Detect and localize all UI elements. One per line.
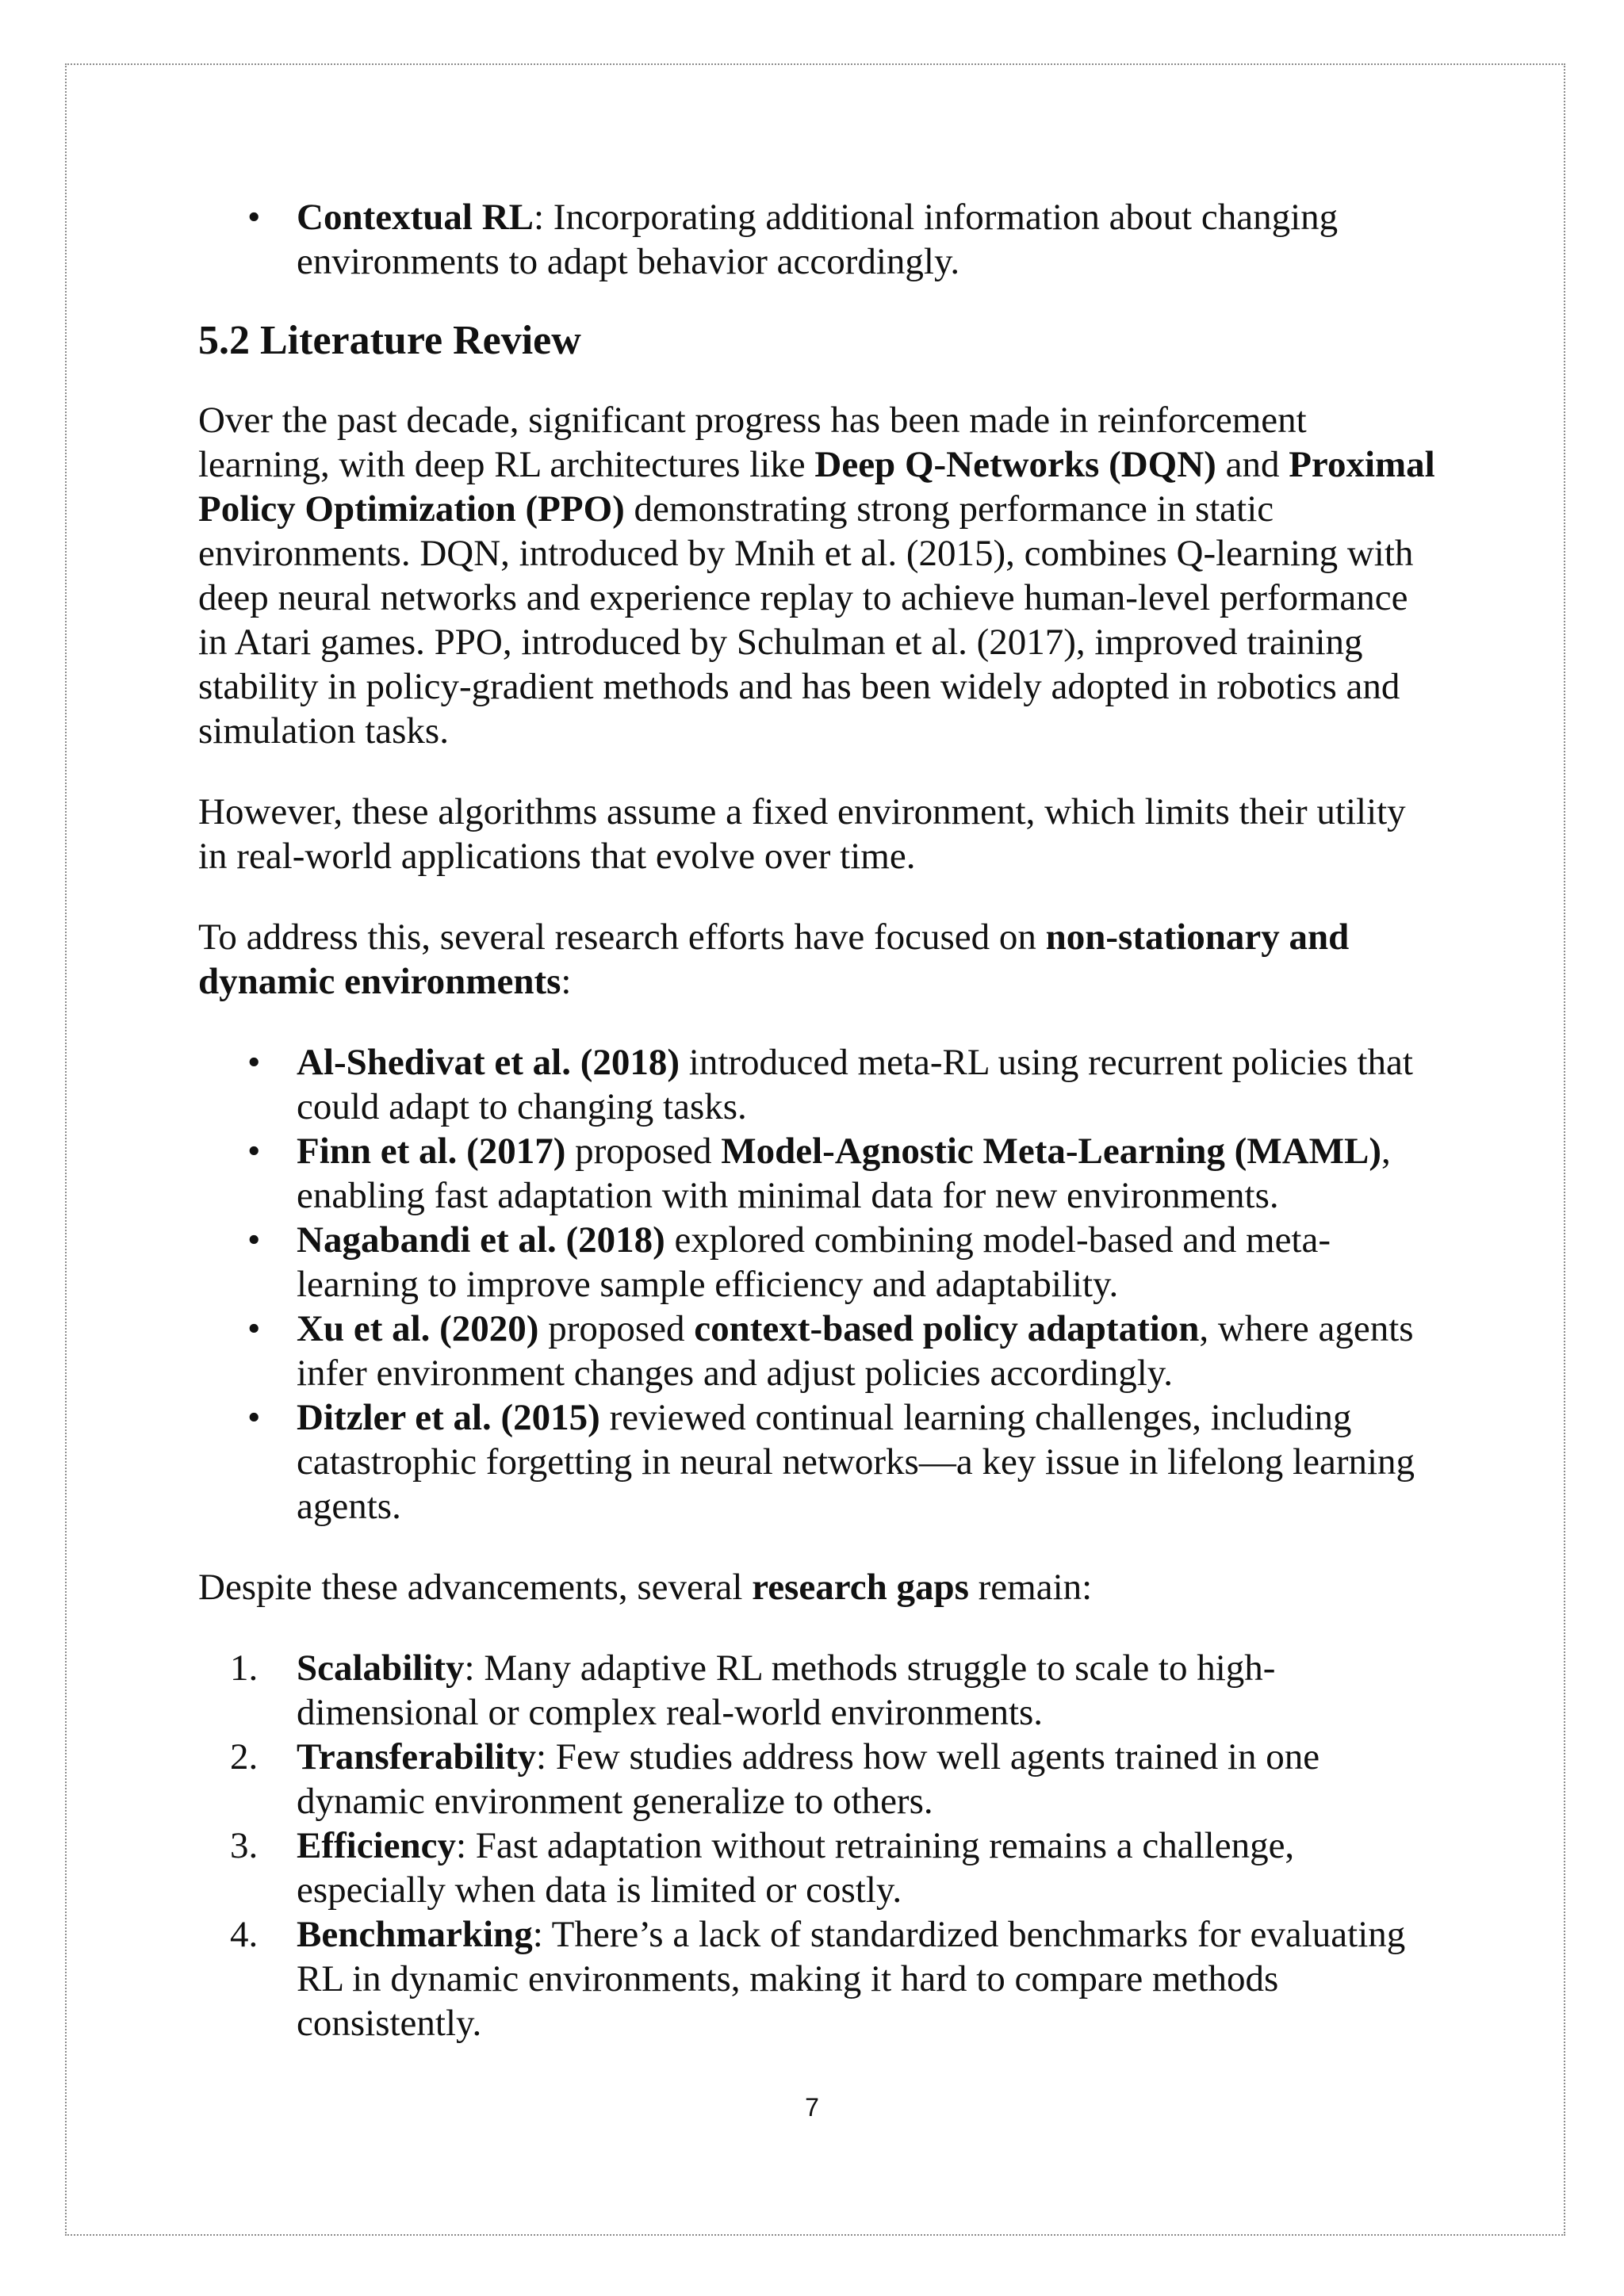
bold-term: non-stationary and dynamic environments — [198, 916, 1350, 1002]
item-number: 4. — [230, 1914, 259, 1955]
list-item: • Ditzler et al. (2015) reviewed continual learning challenges, including catastrophic forgetting in neural networks—a key issue in lifelong learning agents. — [247, 1397, 1415, 1527]
list-item — [198, 195, 1435, 284]
studies-list — [198, 1040, 1435, 1529]
list-item: • Al-Shedivat et al. (2018) introduced meta-RL using recurrent policies that could adapt to changing tasks. — [247, 1042, 1413, 1127]
bold-term: Deep Q-Networks (DQN) — [814, 444, 1216, 485]
list-item: 3. Efficiency: Fast adaptation without retraining remains a challenge, especially when data is limited or costly. — [230, 1825, 1295, 1911]
bold-term: Proximal Policy Optimization (PPO) — [198, 444, 1435, 530]
paragraph-limitation: However, these algorithms assume a fixed environment, which limits their utility in real-world applications that evolve over time. — [198, 791, 1406, 877]
item-number: 1. — [230, 1647, 259, 1689]
bold-term: research gaps — [752, 1567, 969, 1608]
paragraph-intro: Over the past decade, significant progress has been made in reinforcement learning, with deep RL architectures like Deep Q-Networks (DQN) and Proximal Policy Optimization (PPO) demonstrating strong performance in static environments. DQN, introduced by Mnih et al. (2015), combines Q-learning with deep neural networks and experience replay to achieve human-level performance in Atari games. PPO, introduced by Schulman et al. (2017), improved training stability in policy-gradient methods and has been widely adopted in robotics and simulation tasks. — [198, 400, 1435, 752]
item-text: : Incorporating additional information about changing environments to adapt behavior accordingly. — [297, 197, 1339, 282]
page-number: 7 — [805, 2093, 819, 2122]
list-item: 4. Benchmarking: There’s a lack of standardized benchmarks for evaluating RL in dynamic environments, making it hard to compare methods consistently. — [230, 1914, 1406, 2044]
page-content — [198, 195, 1435, 2045]
bullet-icon: • — [247, 1397, 261, 1438]
item-number: 2. — [230, 1736, 259, 1777]
list-item: 1. Scalability: Many adaptive RL methods struggle to scale to high-dimensional or complex real-world environments. — [230, 1647, 1276, 1733]
top-bullet-list — [198, 195, 1435, 284]
item-number: 3. — [230, 1825, 259, 1866]
bullet-icon: • — [247, 197, 261, 238]
bullet-icon: • — [247, 1042, 261, 1083]
paragraph-gaps-intro: Despite these advancements, several research gaps remain: — [198, 1567, 1093, 1608]
paragraph-address: To address this, several research efforts have focused on non-stationary and dynamic environments: — [198, 916, 1350, 1002]
list-item: • Finn et al. (2017) proposed Model-Agnostic Meta-Learning (MAML), enabling fast adaptation with minimal data for new environments. — [247, 1131, 1391, 1216]
list-item: 2. Transferability: Few studies address how well agents trained in one dynamic environment generalize to others. — [230, 1736, 1320, 1822]
item-term: Contextual RL — [297, 197, 534, 238]
gaps-list — [198, 1646, 1435, 2045]
list-item: • Nagabandi et al. (2018) explored combining model-based and meta-learning to improve sample efficiency and adaptability. — [247, 1219, 1331, 1305]
section-heading: 5.2 Literature Review — [198, 318, 581, 363]
list-item: • Xu et al. (2020) proposed context-based policy adaptation, where agents infer environment changes and adjust policies accordingly. — [247, 1308, 1414, 1394]
bullet-icon: • — [247, 1308, 261, 1349]
bullet-icon: • — [247, 1219, 261, 1261]
bullet-icon: • — [247, 1131, 261, 1172]
